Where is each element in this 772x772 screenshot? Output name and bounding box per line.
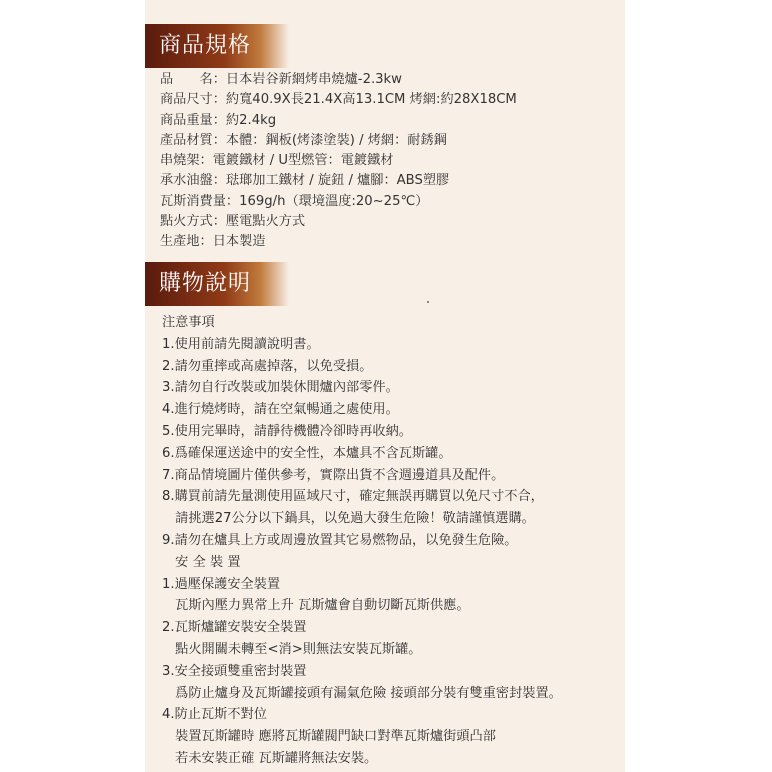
note-item-continued: 請挑選27公分以下鍋具，以免過大發生危險！敬請謹慎選購。 (162, 511, 535, 527)
stray-dot (427, 301, 429, 303)
safety-item-desc: 若未安裝正確 瓦斯罐將無法安裝。 (162, 750, 378, 766)
note-item: 2.請勿重摔或高處掉落，以免受損。 (162, 358, 373, 374)
note-item: 7.商品情境圖片僅供參考，實際出貨不含週邊道具及配件。 (162, 467, 505, 483)
safety-item-title: 4.防止瓦斯不對位 (162, 707, 267, 723)
spec-line-material: 產品材質：本體：鋼板(烤漆塗裝) / 烤網：耐銹鋼 (160, 132, 447, 148)
note-item: 6.爲確保運送途中的安全性，本爐具不含瓦斯罐。 (162, 445, 452, 461)
shopping-section-heading: 購物說明 (145, 262, 289, 306)
spec-line-skewer-rack: 串燒架：電鍍鐵材 / U型燃管：電鍍鐵材 (160, 153, 394, 169)
safety-item-desc: 瓦斯內壓力異常上升 瓦斯爐會自動切斷瓦斯供應。 (162, 598, 470, 614)
spec-line-ignition: 點火方式：壓電點火方式 (160, 214, 306, 230)
note-item: 3.請勿自行改裝或加裝休閒爐內部零件。 (162, 380, 399, 396)
safety-item-desc: 裝置瓦斯罐時 應將瓦斯罐閥門缺口對準瓦斯爐街頭凸部 (162, 729, 496, 745)
note-item: 4.進行燒烤時，請在空氣暢通之處使用。 (162, 402, 399, 418)
spec-line-origin: 生產地：日本製造 (160, 234, 266, 250)
note-item: 9.請勿在爐具上方或周邊放置其它易燃物品，以免發生危險。 (162, 532, 518, 548)
safety-item-title: 2.瓦斯爐罐安裝安全裝置 (162, 620, 307, 636)
safety-title: 安 全 裝 置 (162, 554, 241, 570)
spec-list (160, 70, 620, 253)
notes-list (162, 312, 617, 770)
note-item: 8.購買前請先量測使用區域尺寸，確定無誤再購買以免尺寸不合， (162, 489, 544, 505)
spec-line-weight: 商品重量：約2.4kg (160, 112, 277, 128)
spec-line-size: 商品尺寸：約寬40.9X長21.4X高13.1CM 烤網:約28X18CM (160, 92, 517, 108)
note-item: 5.使用完畢時，請靜待機體冷卻時再收納。 (162, 423, 412, 439)
spec-line-name: 品 名：日本岩谷新網烤串燒爐-2.3kw (160, 72, 402, 87)
safety-item-title: 3.安全接頭雙重密封裝置 (162, 663, 307, 679)
spec-line-gas-consumption: 瓦斯消費量：169g/h（環境溫度:20~25℃） (160, 193, 429, 209)
notes-title: 注意事項 (162, 315, 215, 330)
safety-item-desc: 點火開關未轉至<消>則無法安裝瓦斯罐。 (162, 641, 422, 657)
spec-line-drip-tray: 承水油盤：琺瑯加工鐵材 / 旋鈕 / 爐腳：ABS塑膠 (160, 173, 450, 189)
spec-section-heading: 商品規格 (145, 24, 289, 68)
safety-item-title: 1.過壓保護安全裝置 (162, 576, 281, 592)
note-item: 1.使用前請先閱讀說明書。 (162, 336, 320, 352)
safety-item-desc: 爲防止爐身及瓦斯罐接頭有漏氣危險 接頭部分裝有雙重密封裝置。 (162, 685, 562, 701)
